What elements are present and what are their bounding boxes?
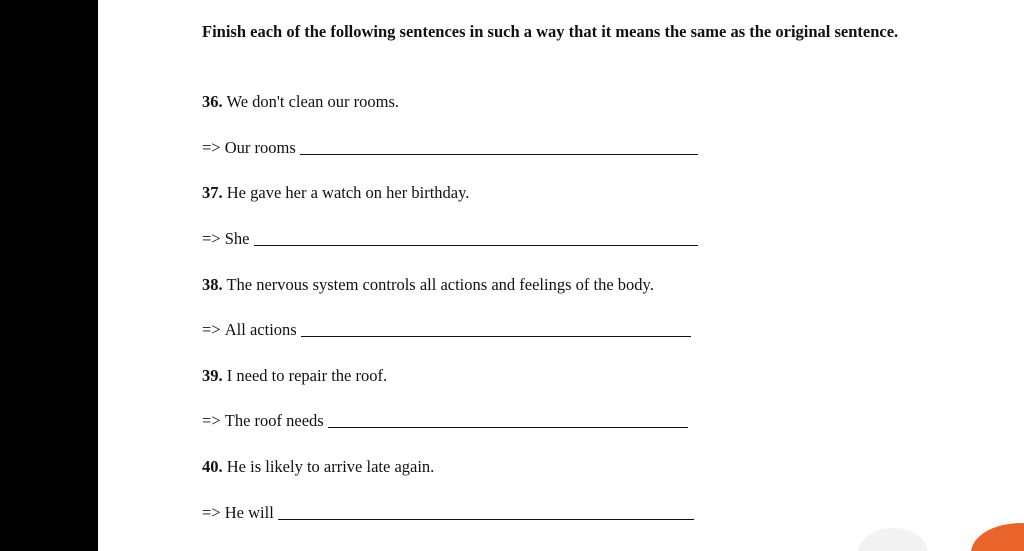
answer-prompt: Our rooms [224, 138, 296, 157]
answer-line-40 [202, 503, 694, 523]
question-sentence: I need to repair the roof. [226, 366, 388, 385]
arrow-marker: => [202, 503, 221, 522]
question-number: 37. [202, 183, 223, 202]
orange-overlay-button[interactable] [971, 523, 1024, 551]
answer-prompt: He will [224, 503, 274, 522]
arrow-marker: => [202, 320, 221, 339]
answer-line-38 [202, 320, 691, 340]
answer-line-36 [202, 138, 698, 158]
answer-prompt: The roof needs [224, 411, 324, 430]
question-39 [202, 366, 387, 386]
question-sentence: We don't clean our rooms. [226, 92, 400, 111]
question-number: 40. [202, 457, 223, 476]
question-sentence: He gave her a watch on her birthday. [226, 183, 470, 202]
faint-overlay-shape [858, 528, 928, 551]
instruction-text: Finish each of the following sentences in such a way that it means the same as the original sentence. [202, 22, 899, 41]
answer-line-37 [202, 229, 698, 249]
arrow-marker: => [202, 229, 221, 248]
answer-prompt: She [224, 229, 250, 248]
answer-prompt: All actions [224, 320, 297, 339]
question-sentence: He is likely to arrive late again. [226, 457, 435, 476]
answer-blank[interactable] [254, 244, 698, 246]
question-number: 38. [202, 275, 223, 294]
document-page [98, 0, 1024, 551]
question-number: 36. [202, 92, 223, 111]
question-40 [202, 457, 434, 477]
question-sentence: The nervous system controls all actions and feelings of the body. [226, 275, 654, 294]
answer-blank[interactable] [300, 153, 698, 155]
question-38 [202, 275, 654, 295]
answer-blank[interactable] [278, 518, 694, 520]
question-36 [202, 92, 399, 112]
answer-blank[interactable] [328, 426, 688, 428]
arrow-marker: => [202, 411, 221, 430]
arrow-marker: => [202, 138, 221, 157]
answer-line-39 [202, 411, 688, 431]
question-37 [202, 183, 469, 203]
question-number: 39. [202, 366, 223, 385]
answer-blank[interactable] [301, 335, 691, 337]
